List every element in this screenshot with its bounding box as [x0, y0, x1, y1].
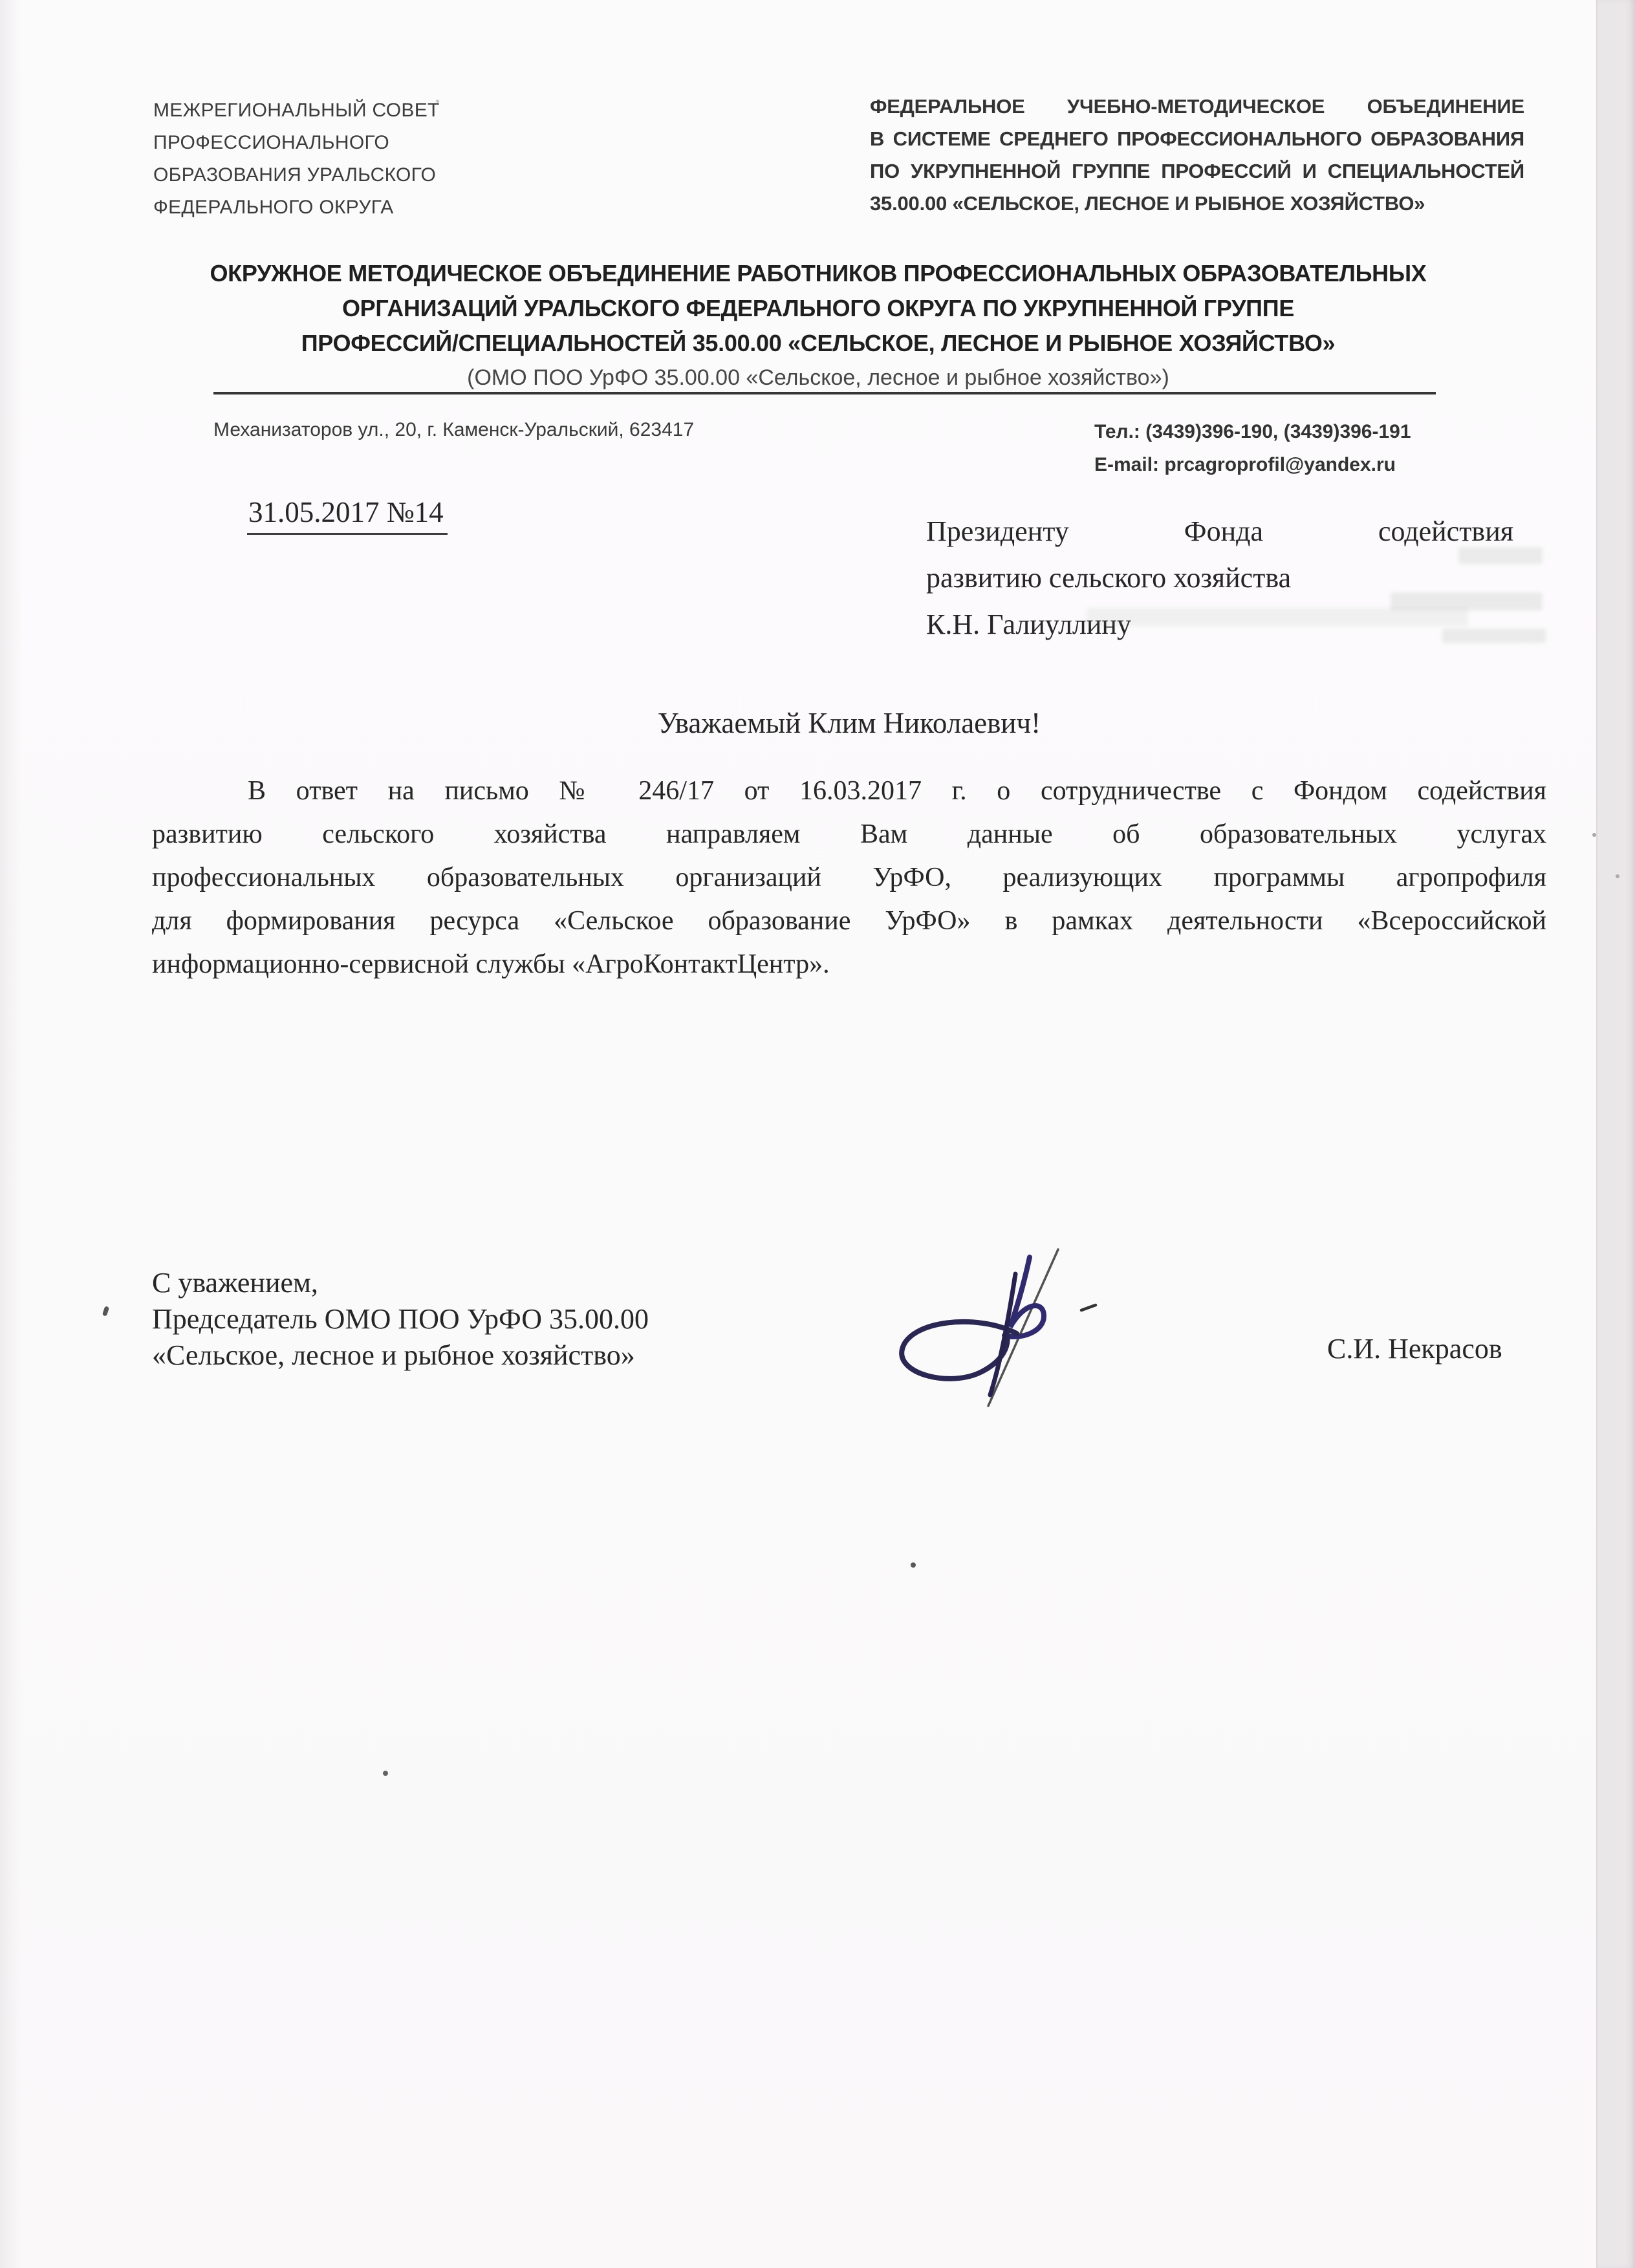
- phone-numbers: Тел.: (3439)396-190, (3439)396-191: [1094, 421, 1411, 442]
- letterhead-right-line: В СИСТЕМЕ СРЕДНЕГО ПРОФЕССИОНАЛЬНОГО ОБРАЗОВАНИЯ: [870, 127, 1524, 150]
- organization-title-line: ПРОФЕССИЙ/СПЕЦИАЛЬНОСТЕЙ 35.00.00 «СЕЛЬСКОЕ, ЛЕСНОЕ И РЫБНОЕ ХОЗЯЙСТВО»: [301, 330, 1336, 356]
- body-line: информационно-сервисной службы «АгроКонтактЦентр».: [152, 949, 830, 979]
- letterhead-right-org: [870, 91, 1524, 220]
- body-line: для формирования ресурса «Сельское образование УрФО» в рамках деятельности «Всероссийской: [152, 906, 1546, 936]
- scan-left-edge: [0, 0, 22, 2268]
- contact-block: [1094, 415, 1547, 481]
- date-and-number: [247, 495, 448, 535]
- scan-speck: [1592, 833, 1596, 837]
- organization-title-line: ОКРУЖНОЕ МЕТОДИЧЕСКОЕ ОБЪЕДИНЕНИЕ РАБОТНИКОВ ПРОФЕССИОНАЛЬНЫХ ОБРАЗОВАТЕЛЬНЫХ: [210, 260, 1427, 286]
- email-address: E-mail: prcagroprofil@yandex.ru: [1094, 454, 1396, 475]
- recipient-line: К.Н. Галиуллину: [926, 609, 1131, 640]
- scan-speck: [102, 1306, 109, 1316]
- letter-body: [152, 770, 1546, 986]
- recipient-block: [926, 508, 1513, 648]
- body-line: В ответ на письмо № 246/17 от 16.03.2017 г. о сотрудничестве с Фондом содействия: [248, 776, 1546, 806]
- postal-address: Механизаторов ул., 20, г. Каменск-Уральский, 623417: [213, 419, 695, 440]
- closing-block: [152, 1265, 863, 1374]
- body-line: развитию сельского хозяйства направляем Вам данные об образовательных услугах: [152, 819, 1546, 849]
- letterhead-divider-rule: [213, 392, 1436, 394]
- letterhead-left-org: [153, 94, 515, 224]
- scan-right-paper-edge: [1596, 0, 1635, 2268]
- salutation: Уважаемый Клим Николаевич!: [657, 707, 1041, 739]
- organization-title: [191, 256, 1446, 394]
- signer-name: С.И. Некрасов: [1327, 1333, 1502, 1365]
- recipient-line: развитию сельского хозяйства: [926, 562, 1292, 594]
- scan-speck: [911, 1562, 916, 1568]
- bleed-through-artifact: [1458, 547, 1543, 564]
- closing-line: Председатель ОМО ПОО УрФО 35.00.00: [152, 1303, 649, 1335]
- scan-speck: [383, 1771, 388, 1776]
- letterhead-left-line: ПРОФЕССИОНАЛЬНОГО: [153, 132, 389, 153]
- bleed-through-artifact: [1087, 608, 1468, 626]
- bleed-through-artifact: [1442, 629, 1546, 643]
- letterhead-right-line: ПО УКРУПНЕННОЙ ГРУППЕ ПРОФЕССИЙ И СПЕЦИАЛЬНОСТЕЙ: [870, 160, 1524, 182]
- letterhead-left-line: ФЕДЕРАЛЬНОГО ОКРУГА: [153, 197, 394, 218]
- organization-short-name: (ОМО ПОО УрФО 35.00.00 «Сельское, лесное и рыбное хозяйство»): [467, 365, 1169, 390]
- recipient-line: Президенту Фонда содействия: [926, 515, 1513, 547]
- letterhead-right-line: 35.00.00 «СЕЛЬСКОЕ, ЛЕСНОЕ И РЫБНОЕ ХОЗЯЙСТВО»: [870, 192, 1425, 215]
- letterhead-right-line: ФЕДЕРАЛЬНОЕ УЧЕБНО-МЕТОДИЧЕСКОЕ ОБЪЕДИНЕНИЕ: [870, 95, 1524, 118]
- handwritten-signature-icon: [854, 1237, 1112, 1418]
- organization-title-line: ОРГАНИЗАЦИЙ УРАЛЬСКОГО ФЕДЕРАЛЬНОГО ОКРУГА ПО УКРУПНЕННОЙ ГРУППЕ: [341, 295, 1295, 321]
- closing-line: С уважением,: [152, 1267, 318, 1299]
- date-number-underlined: 31.05.2017 №14: [247, 495, 448, 535]
- scan-speck: [436, 100, 439, 103]
- closing-line: «Сельское, лесное и рыбное хозяйство»: [152, 1339, 635, 1371]
- letterhead-left-line: МЕЖРЕГИОНАЛЬНЫЙ СОВЕТ: [153, 100, 440, 121]
- scan-speck: [1616, 874, 1619, 878]
- letterhead-left-line: ОБРАЗОВАНИЯ УРАЛЬСКОГО: [153, 164, 437, 186]
- body-line: профессиональных образовательных организаций УрФО, реализующих программы агропрофиля: [152, 863, 1546, 892]
